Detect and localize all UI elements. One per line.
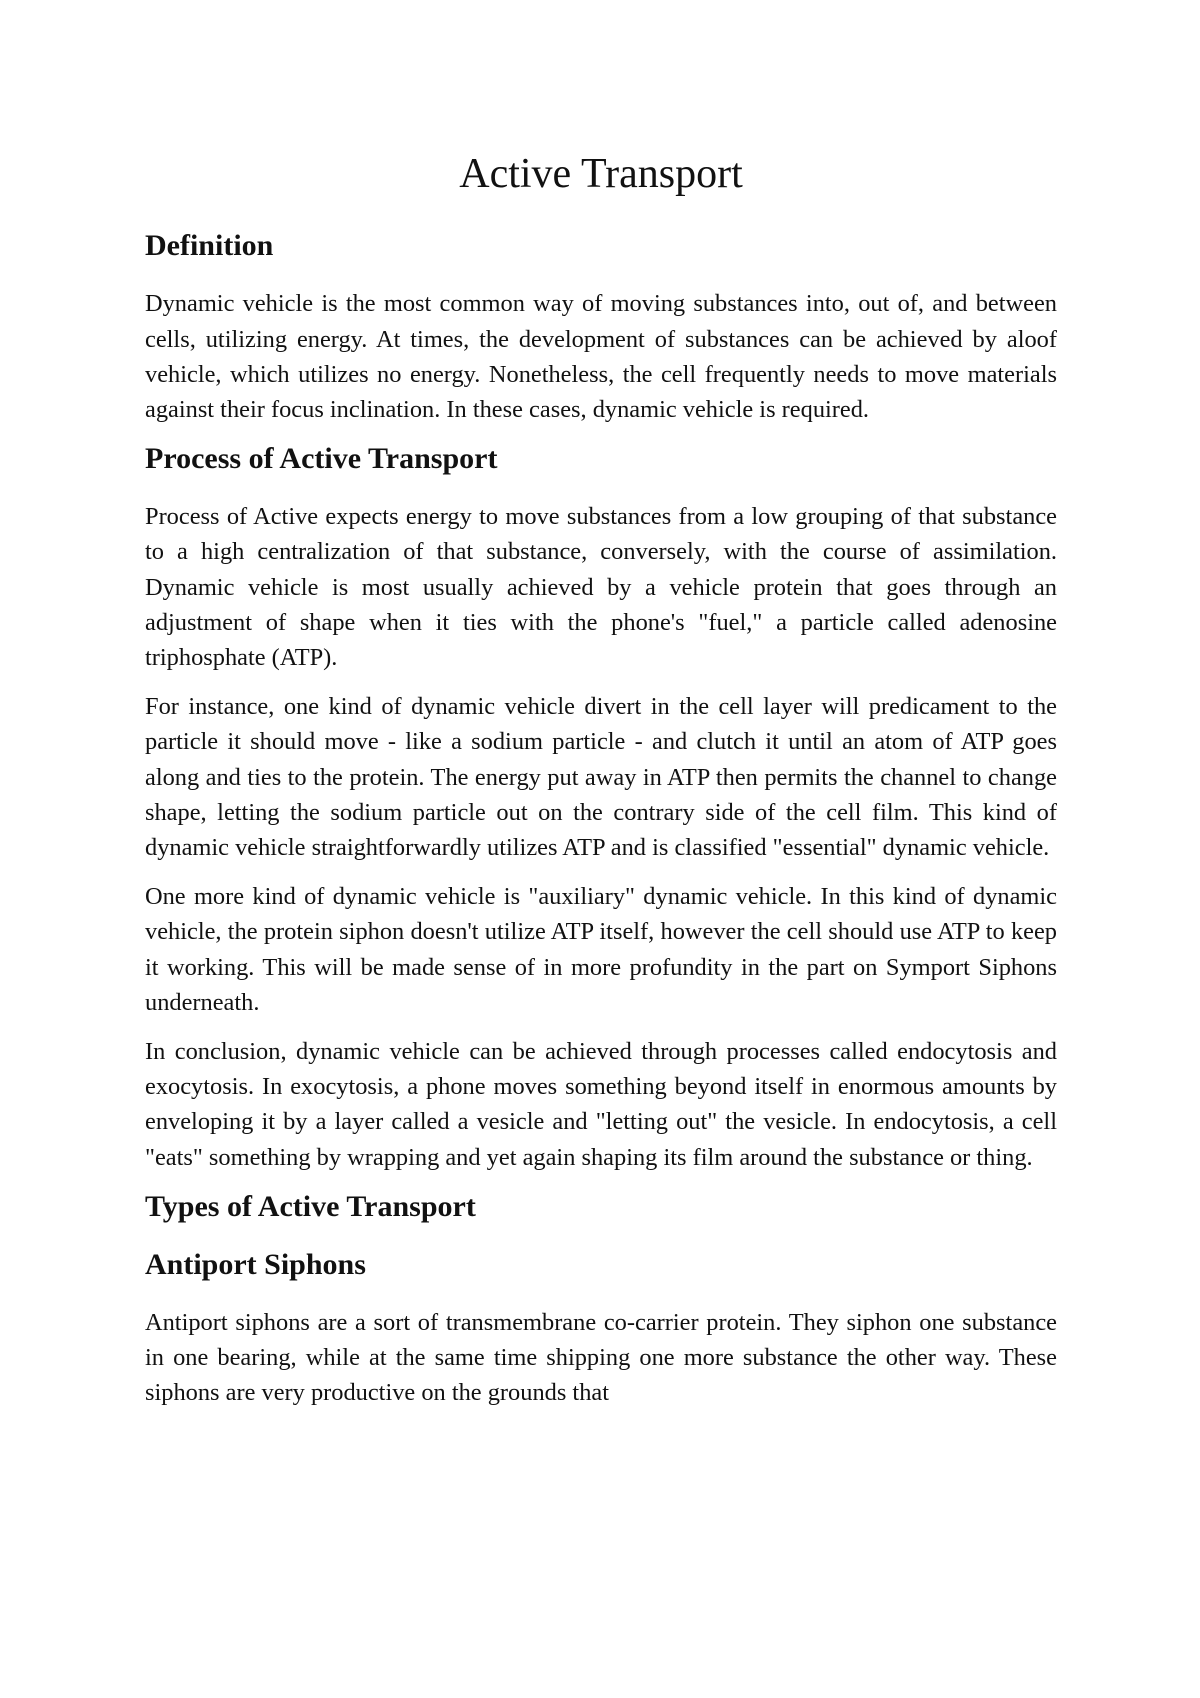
document-title: Active Transport — [459, 151, 743, 197]
paragraph-process-4: In conclusion, dynamic vehicle can be achieved through processes called endocytosis and exocytosis. In exocytosis, a phone moves something beyond itself in enormous amounts by enveloping it by a layer called a vesicle and "letting out" the vesicle. In endocytosis, a cell "eats" something by wrapping and yet again shaping its film around the substance or thing. — [145, 1037, 1057, 1171]
paragraph-definition: Dynamic vehicle is the most common way of moving substances into, out of, and between cells, utilizing energy. At times, the development of substances can be achieved by aloof vehicle, which utilizes no energy. Nonetheless, the cell frequently needs to move materials against their focus inclination. In these cases, dynamic vehicle is required. — [145, 290, 1057, 423]
heading-types: Types of Active Transport — [145, 1189, 476, 1223]
document-body — [145, 140, 1057, 1424]
paragraph-antiport: Antiport siphons are a sort of transmembrane co-carrier protein. They siphon one substance in one bearing, while at the same time shipping one more substance the other way. These siphons are very productive on the grounds that — [145, 1308, 1057, 1407]
heading-process: Process of Active Transport — [145, 442, 498, 476]
paragraph-process-1: Process of Active expects energy to move substances from a low grouping of that substance to a high centralization of that substance, conversely, with the course of assimilation. Dynamic vehicle is most usually achieved by a vehicle protein that goes through an adjustment of shape when it ties with the phone's "fuel," a particle called adenosine triphosphate (ATP). — [145, 503, 1057, 671]
paragraph-process-3: One more kind of dynamic vehicle is "auxiliary" dynamic vehicle. In this kind of dynamic vehicle, the protein siphon doesn't utilize ATP itself, however the cell should use ATP to keep it working. This will be made sense of in more profundity in the part on Symport Siphons underneath. — [145, 883, 1057, 1016]
heading-antiport: Antiport Siphons — [145, 1247, 366, 1281]
heading-definition: Definition — [145, 229, 274, 263]
paragraph-process-2: For instance, one kind of dynamic vehicle divert in the cell layer will predicament to the particle it should move - like a sodium particle - and clutch it until an atom of ATP goes along and ties to the protein. The energy put away in ATP then permits the channel to change shape, letting the sodium particle out on the contrary side of the cell film. This kind of dynamic vehicle straightforwardly utilizes ATP and is classified "essential" dynamic vehicle. — [145, 693, 1057, 861]
